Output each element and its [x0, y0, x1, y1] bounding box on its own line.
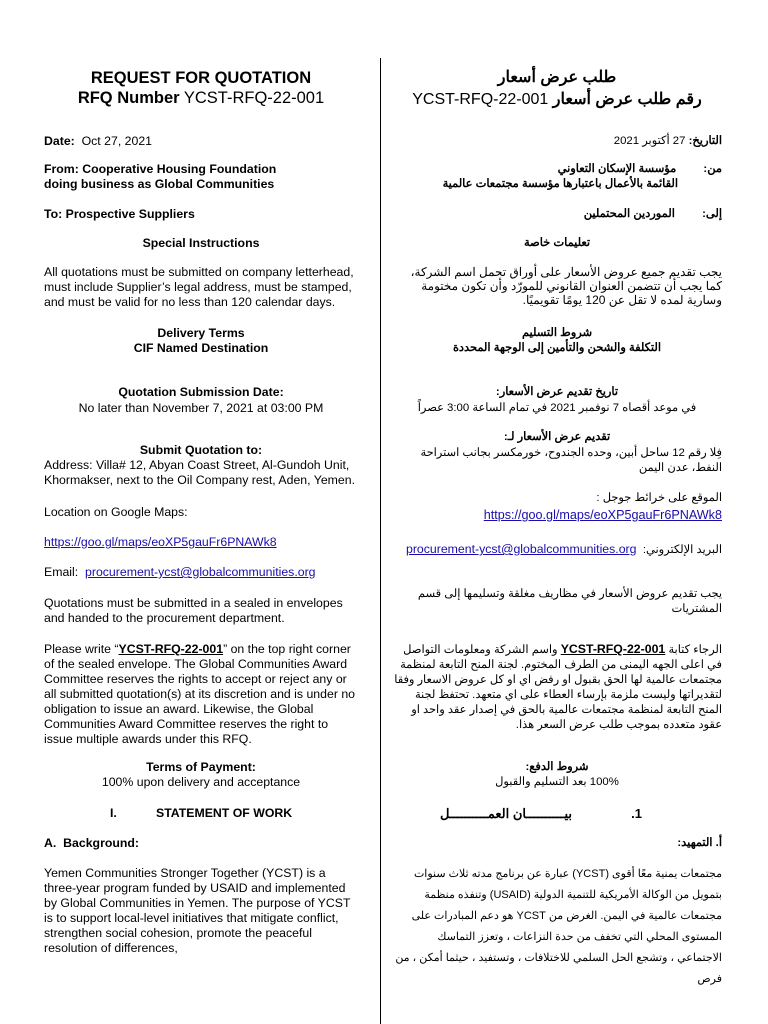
arabic-to-line [392, 207, 722, 222]
arabic-background-title: التمهيد: [677, 837, 713, 849]
special-instructions-text: All quotations must be submitted on company letterhead, must include Supplier’s legal address, must be stamped, and must be valid for no less than 120 calendar days. [44, 265, 354, 309]
submission-date-heading: Quotation Submission Date: [118, 385, 284, 399]
from-line-1: From: Cooperative Housing Foundation [44, 162, 277, 176]
arabic-from-line-2: القائمة بالأعمال باعتبارها مؤسسة مجتمعات عالمية [442, 178, 678, 190]
background-title: Background: [63, 836, 139, 850]
arabic-page-title: طلب عرض أسعار [497, 69, 617, 86]
email-link-en[interactable]: procurement-ycst@globalcommunities.org [85, 565, 316, 579]
arabic-from-label: من: [703, 163, 722, 175]
arabic-email-label: البريد الإلكتروني: [642, 544, 722, 556]
arabic-special-text: يجب تقديم جميع عروض الأسعار على أوراق تحمل اسم الشركة، كما يجب أن تتضمن العنوان القانوني للمورّد وأن تكون مختومة وسارية لمده لا تقل عن 120 يومًا تقويميًا. [410, 265, 722, 307]
date-value: Oct 27, 2021 [81, 134, 153, 148]
arabic-write-reference-code: YCST-RFQ-22-001 [560, 642, 666, 656]
arabic-rfq-line [392, 90, 722, 110]
rfq-label: RFQ Number [77, 89, 180, 107]
payment-terms-heading: Terms of Payment: [146, 760, 256, 774]
sow-title: STATEMENT OF WORK [156, 806, 293, 820]
write-reference-code: YCST-RFQ-22-001 [118, 642, 224, 656]
arabic-to-value: الموردين المحتملين [583, 208, 675, 220]
submit-to-heading: Submit Quotation to: [139, 443, 263, 457]
payment-terms-value: 100% upon delivery and acceptance [101, 775, 301, 789]
arabic-date-line [392, 134, 722, 149]
arabic-background-number: أ. [715, 837, 722, 849]
rfq-number: YCST-RFQ-22-001 [183, 89, 325, 107]
arabic-submission-value: في موعد أقصاه 7 نوفمبر 2021 في تمام الساعة 3:00 عصراً [417, 402, 697, 414]
background-number: A. [44, 836, 57, 850]
page-title: REQUEST FOR QUOTATION [90, 69, 312, 87]
arabic-submit-to-heading: تقديم عرض الأسعار لـ: [503, 431, 611, 443]
sow-number: I. [110, 806, 117, 820]
arabic-delivery-heading: شروط التسليم [521, 327, 593, 339]
arabic-email-line [392, 542, 722, 558]
from-line-2: doing business as Global Communities [44, 177, 275, 191]
arabic-sealed-text: يجب تقديم عروض الأسعار في مظاريف مغلقة وتسليمها إلى قسم المشتريات [417, 588, 722, 615]
arabic-background-heading [392, 836, 722, 851]
rfq-number-line [44, 88, 358, 108]
background-text: Yemen Communities Stronger Together (YCST) is a three-year program funded by USAID and implemented by Global Communities in Yemen. The purpose of YCST is to support local-level initiatives that mitigate conflict, strengthen social cohesion, promote the peaceful resolution of differences, [44, 866, 351, 955]
email-line [44, 565, 358, 580]
arabic-sow-title: بيــــــــــان العمــــــــــل [439, 806, 572, 821]
special-instructions-heading: Special Instructions [142, 236, 260, 250]
arabic-to-label: إلى: [702, 208, 722, 220]
column-divider [380, 58, 381, 1024]
arabic-background-text: مجتمعات يمنية معًا أقوى (YCST) عبارة عن برنامج مدته ثلاث سنوات بتمويل من الوكالة الأمريكية للتنمية الدولية (USAID) وتنفذه منظمة مجتمعات عالمية في اليمن. الغرض من YCST هو دعم المبادرات على المستوى المحلي التي تخفف من حدة النزاعات ، وتعزز التماسك الاجتماعي ، وتشجع الحل السلمي للاختلافات ، وتستفيد ، حيثما أمكن ، من فرص [395, 868, 722, 985]
arabic-location-label: الموقع على خرائط جوجل : [596, 492, 722, 504]
maps-link-ar[interactable]: https://goo.gl/maps/eoXP5gauFr6PNAWk8 [483, 508, 722, 522]
background-heading [44, 836, 358, 851]
arabic-rfq-label: رقم طلب عرض أسعار [552, 91, 702, 108]
write-reference-text: Please write “YCST-RFQ-22-001” on the top right corner of the sealed envelope. The Global Communities Award Committee reserves the rights to accept or reject any or all submitted quotation(s) at its discretion and is under no obligation to issue an award. Likewise, the Global Communities Award Committee reserves the right to issue multiple awards under this RFQ. [44, 642, 356, 746]
arabic-date-value: 27 أكتوبر 2021 [613, 135, 686, 147]
arabic-payment-heading: شروط الدفع: [525, 761, 589, 773]
arabic-submission-heading: تاريخ تقديم عرض الأسعار: [495, 386, 619, 398]
email-label: Email: [44, 565, 79, 579]
arabic-write-reference-text: الرجاء كتابة YCST-RFQ-22-001 واسم الشركة ومعلومات التواصل في اعلى الجهه اليمنى من الطرف المختوم. لجنة المنح التابعة لمنظمة مجتمعات عالمية لها الحق بقبول او رفض اي او كل عروض الاسعار وفقا لتقديراتها وليست ملزمة بإرساء العطاء على اي متعهد. تحتفظ لجنة المنح التابعة لمنظمة مجتمعات عالمية بالحق في إصدار عقد واحد او عقود متعدده بموجب طلب عرض السعر هذا. [394, 642, 722, 731]
arabic-from-line [392, 162, 722, 177]
arabic-from-line-1: مؤسسة الإسكان التعاوني [557, 163, 677, 175]
arabic-submit-address: فِلا رقم 12 ساحل أبين، وحده الجندوح، خورمكسر بجانب استراحة النفط، عدن اليمن [420, 447, 722, 474]
submit-address: Address: Villa# 12, Abyan Coast Street, Al-Gundoh Unit, Khormakser, next to the Oil Company rest, Aden, Yemen. [44, 458, 356, 487]
arabic-rfq-number: YCST-RFQ-22-001 [412, 91, 549, 108]
delivery-terms-heading: Delivery Terms [157, 326, 245, 340]
maps-link-en[interactable]: https://goo.gl/maps/eoXP5gauFr6PNAWk8 [44, 535, 277, 549]
arabic-date-label: التاريخ: [688, 135, 722, 147]
arabic-delivery-value: التكلفة والشحن والتأمين إلى الوجهة المحددة [452, 342, 662, 354]
sealed-envelope-text: Quotations must be submitted in a sealed in envelopes and handed to the procurement department. [44, 596, 343, 625]
email-link-ar[interactable]: procurement-ycst@globalcommunities.org [405, 542, 637, 556]
date-label: Date: [44, 134, 75, 148]
arabic-payment-value: 100% بعد التسليم والقبول [495, 776, 619, 788]
date-line [44, 134, 358, 149]
location-label: Location on Google Maps: [44, 505, 188, 519]
to-line: To: Prospective Suppliers [44, 207, 195, 221]
delivery-terms-value: CIF Named Destination [133, 341, 269, 355]
submission-date-value: No later than November 7, 2021 at 03:00 PM [78, 401, 324, 415]
arabic-sow-number: 1. [631, 806, 642, 821]
arabic-special-heading: تعليمات خاصة [523, 237, 591, 249]
